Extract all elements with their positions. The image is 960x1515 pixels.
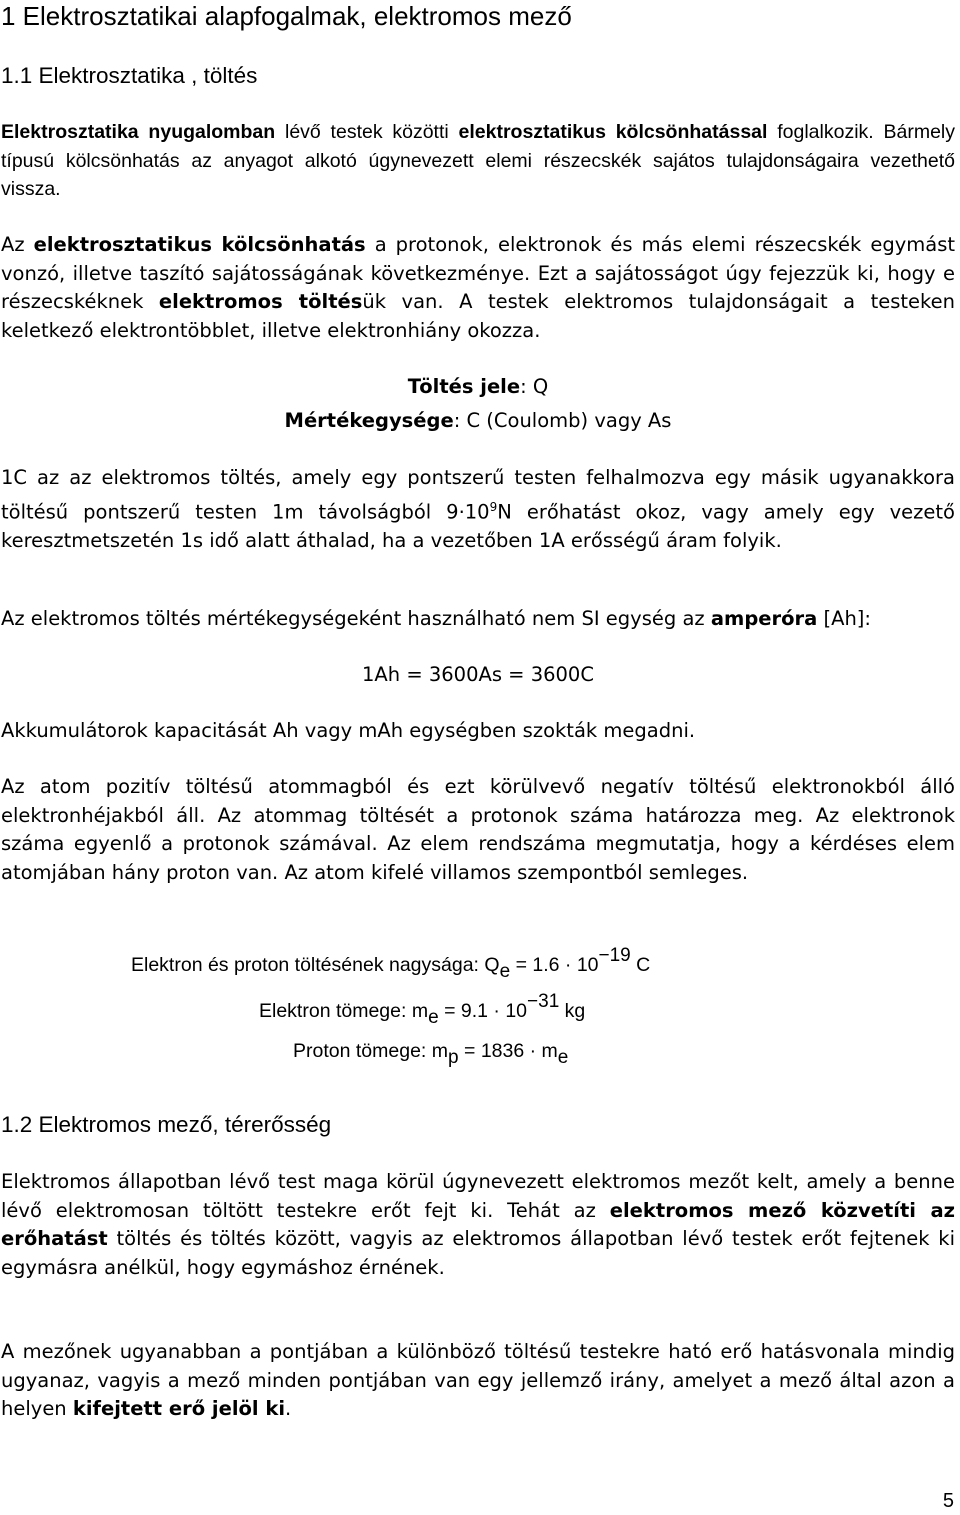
paragraph-electric-field <box>1 1168 955 1282</box>
charge-unit-value: : C (Coulomb) vagy As <box>453 409 672 432</box>
charge-unit-label: Mértékegysége <box>284 409 454 432</box>
formula-subscript: e <box>557 1047 569 1068</box>
bold-term: kifejtett erő jelöl ki <box>72 1397 286 1420</box>
exponent: 9 <box>489 499 498 514</box>
subsection-heading-1-1: 1.1 Elektrosztatika , töltés <box>1 63 258 88</box>
formula-symbol: m <box>431 1040 449 1062</box>
text-run: [Ah]: <box>817 607 871 630</box>
formula-subscript: e <box>499 961 511 982</box>
formula-rhs: = 1.6 · 10 <box>510 954 599 976</box>
paragraph-interaction <box>1 231 955 345</box>
formula-rhs: = 1836 · m <box>458 1040 558 1062</box>
text-run: foglalkozik. Bármely típusú kölcsönhatás az anyagot alkotó úgynevezett elemi részecskék sajátos tulajdonságaira vezethető vissza. <box>1 121 955 200</box>
text-run: Elektromos állapotban lévő test maga körül úgynevezett elektromos mezőt kelt, amely a benne lévő elektromosan töltött testekre erőt fejt ki. Tehát az <box>1 1170 955 1222</box>
formula-unit: C <box>630 954 651 976</box>
charge-symbol-value: : Q <box>520 375 549 398</box>
paragraph-ampere-hour <box>1 605 955 634</box>
charge-symbol-line <box>1 373 955 402</box>
text-run: 1C az az elektromos töltés, amely egy pontszerű testen felhalmozva egy másik ugyanakkora töltésű pontszerű testen 1m távolságból 9·10 <box>1 466 955 523</box>
formula-rhs: = 9.1 · 10 <box>438 1000 528 1022</box>
text-run: ük van. A testek elektromos tulajdonságait a testeken keletkező elektrontöbblet, illetve elektronhiány okozza. <box>1 290 956 342</box>
formula-label: Elektron tömege: <box>259 1000 407 1022</box>
formula-exponent: −31 <box>527 991 560 1012</box>
bold-term: elektromos mező közvetíti az erőhatást <box>1 1198 955 1250</box>
paragraph-coulomb-definition <box>1 464 955 555</box>
formula-subscript: e <box>428 1007 439 1028</box>
paragraph-electrostatics <box>1 118 955 204</box>
text-run: Az <box>1 233 34 256</box>
bold-term: elektrosztatikus kölcsönhatás <box>33 233 366 256</box>
page-number: 5 <box>942 1490 954 1512</box>
formula-label: Elektron és proton töltésének nagysága: <box>131 954 479 976</box>
text-run: N erőhatást okoz, vagy amely egy vezető keresztmetszetén 1s idő alatt áthalad, ha a vezetőben 1A erősségű áram folyik. <box>1 500 955 552</box>
text-run: . <box>285 1397 292 1420</box>
bold-term: amperóra <box>710 607 818 630</box>
formula-subscript: p <box>448 1047 459 1068</box>
section-heading-1: 1 Elektrosztatikai alapfogalmak, elektromos mező <box>1 1 572 31</box>
text-run: A mezőnek ugyanabban a pontjában a különböző töltésű testekre ható erő hatásvonala mindig ugyanaz, vagyis a mező minden pontjában van egy jellemző irány, amelyet a mező által azon a helyen <box>1 1340 955 1420</box>
paragraph-field-direction <box>1 1338 955 1424</box>
charge-symbol-label: Töltés jele <box>407 375 521 398</box>
formula-exponent: −19 <box>598 945 631 966</box>
formula-symbol: Q <box>484 954 500 976</box>
subsection-heading-1-2: 1.2 Elektromos mező, térerősség <box>1 1112 332 1137</box>
bold-term: elektrosztatikus kölcsönhatással <box>458 121 768 143</box>
formula-proton-mass <box>293 1040 569 1068</box>
text-run: a protonok, elektronok és más elemi részecskék egymást vonzó, illetve taszító sajátosságának következménye. Ezt a sajátosságot úgy fejezzük ki, hogy e részecskéknek <box>1 233 955 313</box>
formula-symbol: m <box>411 1000 429 1022</box>
bold-term: elektromos töltés <box>158 290 363 313</box>
formula-elementary-charge <box>131 945 651 982</box>
text-run: Az elektromos töltés mértékegységeként használható nem SI egység az <box>1 607 711 630</box>
formula-unit: kg <box>559 1000 586 1022</box>
text-run: lévő testek közötti <box>275 121 459 143</box>
charge-unit-line <box>1 407 955 436</box>
formula-label: Proton tömege: <box>293 1040 427 1062</box>
text-run: töltés és töltés között, vagyis az elektromos állapotban lévő testek erőt fejtenek ki egymásra anélkül, hogy egymáshoz érnének. <box>1 1227 955 1279</box>
formula-electron-mass <box>259 991 586 1028</box>
ah-equation: 1Ah = 3600As = 3600C <box>362 663 594 686</box>
bold-term: Elektrosztatika nyugalomban <box>1 121 276 143</box>
paragraph-accumulators: Akkumulátorok kapacitását Ah vagy mAh egységben szokták megadni. <box>1 719 696 742</box>
paragraph-atom-structure: Az atom pozitív töltésű atommagból és ezt körülvevő negatív töltésű elektronokból álló elektronhéjakból áll. Az atommag töltését a protonok száma határozza meg. Az elektronok száma egyenlő a protonok számával. Az elem rendszáma megmutatja, hogy a kérdéses elem atomjában hány proton van. Az atom kifelé villamos szempontból semleges. <box>1 775 955 884</box>
